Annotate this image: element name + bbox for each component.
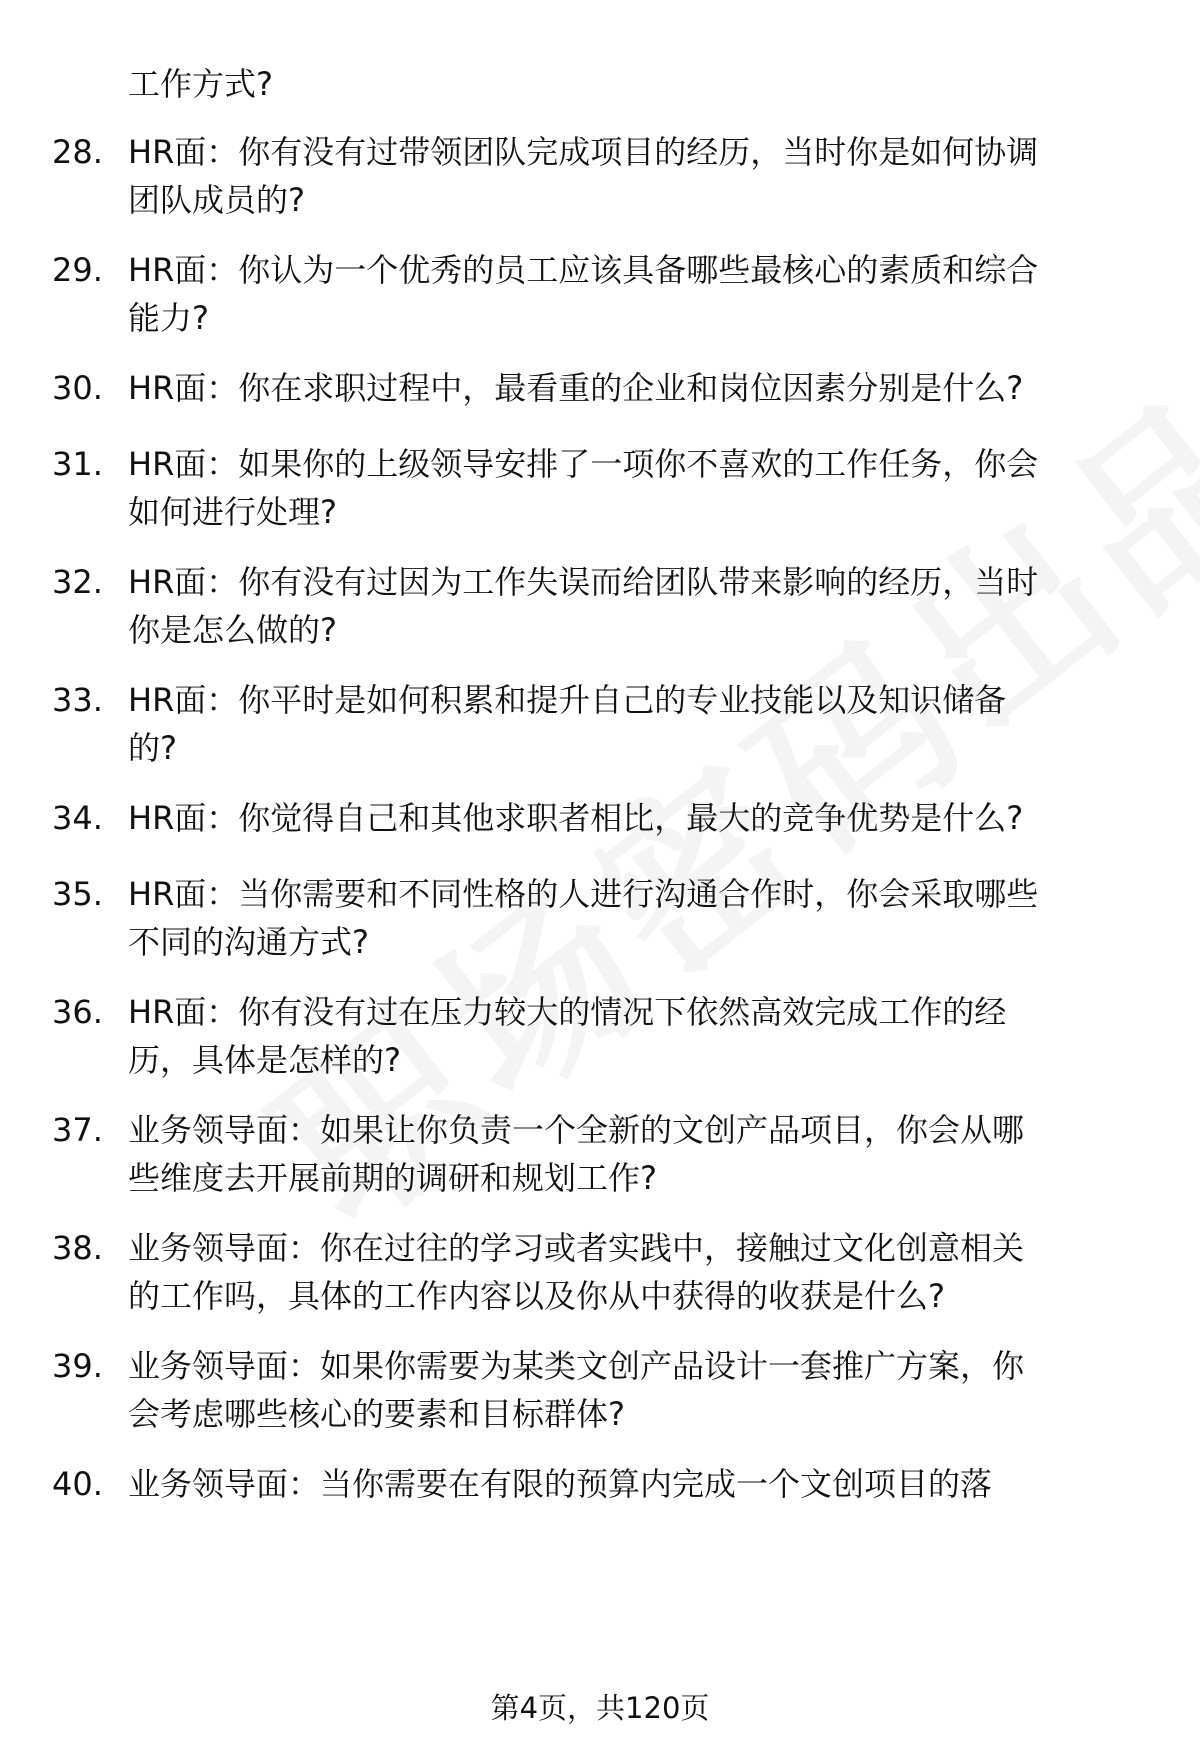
question-number: 35. (52, 875, 103, 913)
question-text: 业务领导面：如果你需要为某类文创产品设计一套推广方案，你 会考虑哪些核心的要素和目标群体? (128, 1347, 1025, 1433)
page-footer: 第4页，共120页 (490, 1691, 710, 1725)
question-number: 34. (52, 799, 103, 837)
question-text: HR面：你有没有过因为工作失误而给团队带来影响的经历，当时 你是怎么做的? (128, 563, 1039, 649)
question-text: 业务领导面：你在过往的学习或者实践中，接触过文化创意相关 的工作吗，具体的工作内容以及你从中获得的收获是什么? (128, 1229, 1025, 1315)
question-text: 业务领导面：当你需要在有限的预算内完成一个文创项目的落 (128, 1465, 993, 1503)
question-number: 31. (52, 445, 103, 483)
question-text: HR面：你在求职过程中，最看重的企业和岗位因素分别是什么? (128, 369, 1024, 407)
question-text: HR面：如果你的上级领导安排了一项你不喜欢的工作任务，你会 如何进行处理? (128, 445, 1039, 531)
question-text: 业务领导面：如果让你负责一个全新的文创产品项目，你会从哪 些维度去开展前期的调研和规划工作? (128, 1111, 1025, 1197)
question-text: HR面：你认为一个优秀的员工应该具备哪些最核心的素质和综合 能力? (128, 251, 1039, 337)
question-text: HR面：你有没有过在压力较大的情况下依然高效完成工作的经 历，具体是怎样的? (128, 993, 1007, 1079)
question-number: 28. (52, 133, 103, 171)
question-number: 39. (52, 1347, 103, 1385)
question-text: HR面：你有没有过带领团队完成项目的经历，当时你是如何协调 团队成员的? (128, 133, 1039, 219)
question-number: 40. (52, 1465, 103, 1503)
continuation-line: 工作方式? (128, 65, 273, 103)
question-number: 36. (52, 993, 103, 1031)
question-number: 32. (52, 563, 103, 601)
question-text: HR面：你觉得自己和其他求职者相比，最大的竞争优势是什么? (128, 799, 1024, 837)
question-text: HR面：当你需要和不同性格的人进行沟通合作时，你会采取哪些 不同的沟通方式? (128, 875, 1039, 961)
question-number: 29. (52, 251, 103, 289)
question-number: 33. (52, 681, 103, 719)
question-number: 30. (52, 369, 103, 407)
question-number: 37. (52, 1111, 103, 1149)
question-number: 38. (52, 1229, 103, 1267)
question-text: HR面：你平时是如何积累和提升自己的专业技能以及知识储备 的? (128, 681, 1007, 767)
